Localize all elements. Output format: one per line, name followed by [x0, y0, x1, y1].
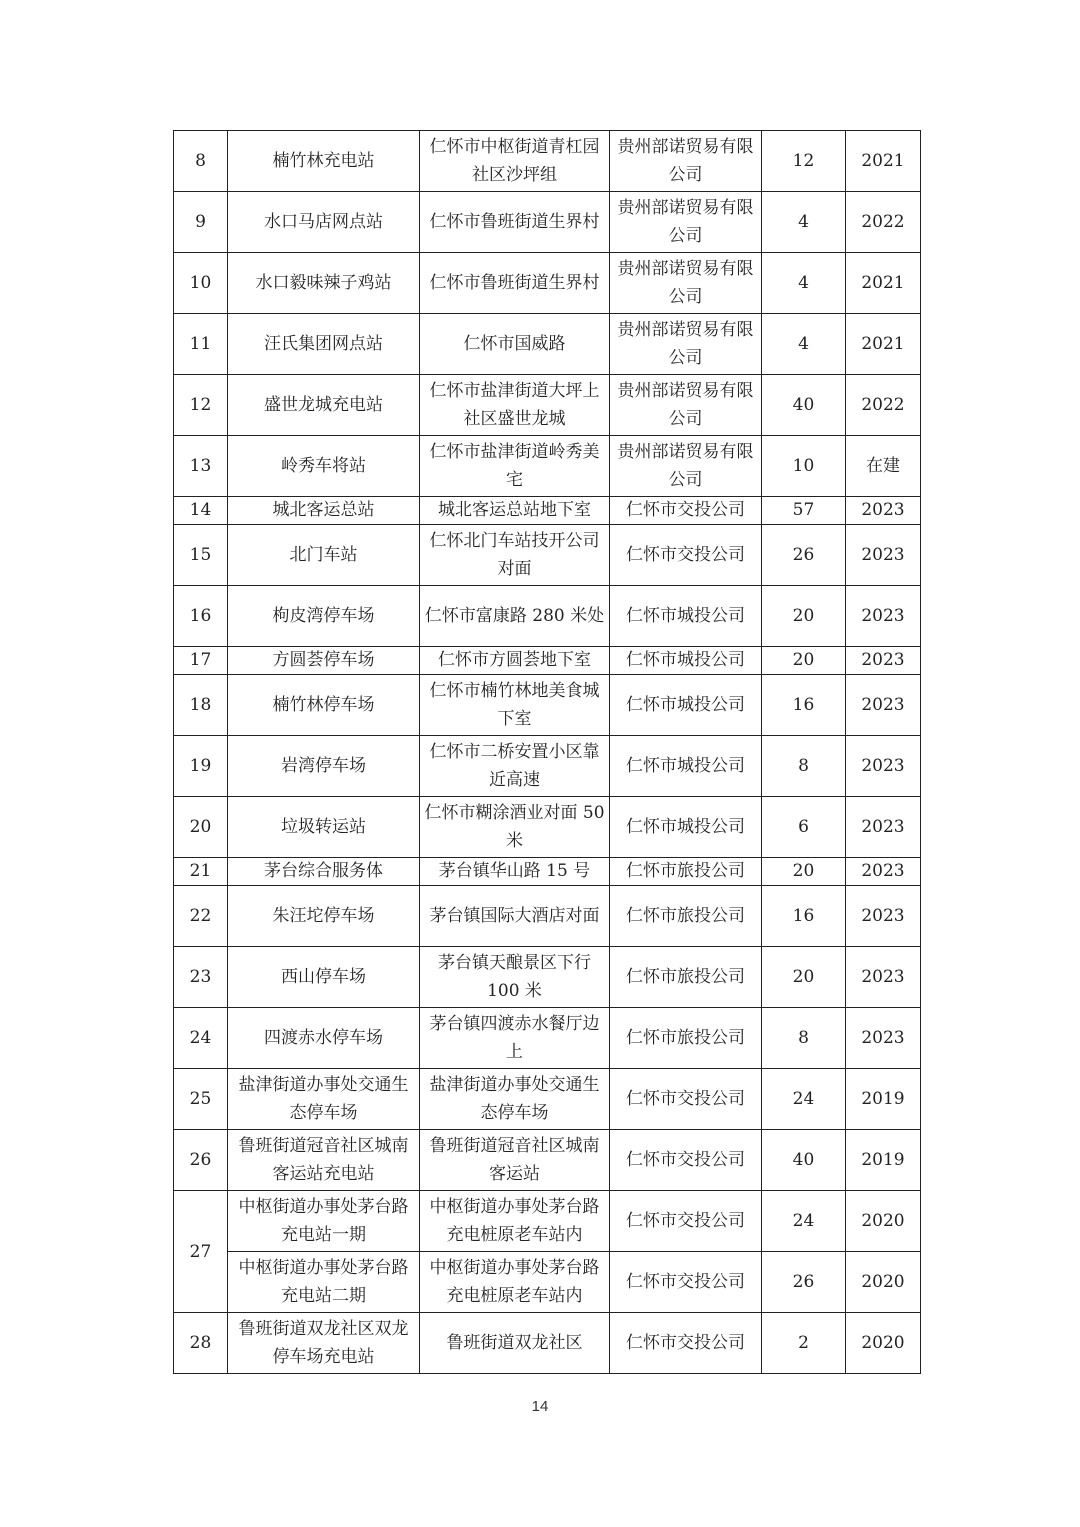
- table-row: [174, 647, 921, 675]
- station-name: 城北客运总站: [228, 497, 420, 525]
- build-year: 2023: [846, 947, 921, 1008]
- row-number: 9: [174, 192, 228, 253]
- row-number: 11: [174, 314, 228, 375]
- charger-count: 26: [762, 525, 846, 586]
- station-location: 盐津街道办事处交通生态停车场: [420, 1069, 610, 1130]
- table-row: [174, 436, 921, 497]
- station-location: 鲁班街道双龙社区: [420, 1313, 610, 1374]
- build-year: 2021: [846, 314, 921, 375]
- station-name: 楠竹林充电站: [228, 131, 420, 192]
- table-row: [174, 858, 921, 886]
- row-number: 25: [174, 1069, 228, 1130]
- charger-count: 16: [762, 675, 846, 736]
- station-location: 中枢街道办事处茅台路充电桩原老车站内: [420, 1252, 610, 1313]
- station-name: 垃圾转运站: [228, 797, 420, 858]
- table-row: [174, 675, 921, 736]
- station-location: 城北客运总站地下室: [420, 497, 610, 525]
- station-location: 仁怀北门车站技开公司对面: [420, 525, 610, 586]
- charger-count: 20: [762, 586, 846, 647]
- table-row: [174, 947, 921, 1008]
- build-year: 2023: [846, 497, 921, 525]
- station-name: 中枢街道办事处茅台路充电站一期: [228, 1191, 420, 1252]
- build-year: 2023: [846, 675, 921, 736]
- row-number: 19: [174, 736, 228, 797]
- charger-count: 8: [762, 1008, 846, 1069]
- charger-count: 24: [762, 1191, 846, 1252]
- charger-count: 4: [762, 253, 846, 314]
- row-number: 10: [174, 253, 228, 314]
- charger-count: 4: [762, 192, 846, 253]
- station-name: 四渡赤水停车场: [228, 1008, 420, 1069]
- build-year: 2023: [846, 736, 921, 797]
- charger-count: 2: [762, 1313, 846, 1374]
- station-name: 茅台综合服务体: [228, 858, 420, 886]
- charger-count: 6: [762, 797, 846, 858]
- charger-count: 20: [762, 947, 846, 1008]
- build-year: 2023: [846, 797, 921, 858]
- build-year: 在建: [846, 436, 921, 497]
- station-location: 茅台镇四渡赤水餐厅边上: [420, 1008, 610, 1069]
- station-location: 茅台镇华山路 15 号: [420, 858, 610, 886]
- row-number: 13: [174, 436, 228, 497]
- station-location: 仁怀市国威路: [420, 314, 610, 375]
- charger-count: 4: [762, 314, 846, 375]
- station-location: 茅台镇国际大酒店对面: [420, 886, 610, 947]
- table-row: [174, 253, 921, 314]
- row-number: 28: [174, 1313, 228, 1374]
- charger-count: 40: [762, 375, 846, 436]
- station-location: 仁怀市盐津街道大坪上社区盛世龙城: [420, 375, 610, 436]
- table-row: [174, 525, 921, 586]
- build-year: 2023: [846, 647, 921, 675]
- operator-company: 仁怀市交投公司: [610, 1130, 762, 1191]
- station-name: 枸皮湾停车场: [228, 586, 420, 647]
- station-location: 仁怀市中枢街道青杠园社区沙坪组: [420, 131, 610, 192]
- station-name: 岩湾停车场: [228, 736, 420, 797]
- operator-company: 仁怀市城投公司: [610, 797, 762, 858]
- row-number: 23: [174, 947, 228, 1008]
- station-name: 鲁班街道双龙社区双龙停车场充电站: [228, 1313, 420, 1374]
- operator-company: 仁怀市交投公司: [610, 525, 762, 586]
- station-location: 仁怀市盐津街道岭秀美宅: [420, 436, 610, 497]
- table-row: [174, 1191, 921, 1252]
- charger-count: 26: [762, 1252, 846, 1313]
- station-location: 中枢街道办事处茅台路充电桩原老车站内: [420, 1191, 610, 1252]
- operator-company: 仁怀市交投公司: [610, 1191, 762, 1252]
- operator-company: 仁怀市交投公司: [610, 497, 762, 525]
- charger-count: 20: [762, 647, 846, 675]
- station-name: 西山停车场: [228, 947, 420, 1008]
- row-number: 17: [174, 647, 228, 675]
- operator-company: 贵州部诺贸易有限公司: [610, 436, 762, 497]
- build-year: 2023: [846, 1008, 921, 1069]
- operator-company: 仁怀市旅投公司: [610, 858, 762, 886]
- station-name: 水口毅味辣子鸡站: [228, 253, 420, 314]
- operator-company: 仁怀市城投公司: [610, 586, 762, 647]
- station-name: 水口马店网点站: [228, 192, 420, 253]
- table-row: [174, 192, 921, 253]
- station-name: 岭秀车将站: [228, 436, 420, 497]
- table-row: [174, 1069, 921, 1130]
- operator-company: 仁怀市交投公司: [610, 1069, 762, 1130]
- charger-count: 8: [762, 736, 846, 797]
- row-number: 14: [174, 497, 228, 525]
- station-location: 仁怀市糊涂酒业对面 50 米: [420, 797, 610, 858]
- station-name: 朱汪坨停车场: [228, 886, 420, 947]
- row-number: 12: [174, 375, 228, 436]
- charger-count: 12: [762, 131, 846, 192]
- table-row: [174, 314, 921, 375]
- build-year: 2019: [846, 1069, 921, 1130]
- table-row: [174, 886, 921, 947]
- operator-company: 贵州部诺贸易有限公司: [610, 253, 762, 314]
- operator-company: 贵州部诺贸易有限公司: [610, 131, 762, 192]
- station-name: 北门车站: [228, 525, 420, 586]
- operator-company: 仁怀市旅投公司: [610, 886, 762, 947]
- station-location: 仁怀市鲁班街道生界村: [420, 253, 610, 314]
- station-name: 楠竹林停车场: [228, 675, 420, 736]
- build-year: 2023: [846, 586, 921, 647]
- build-year: 2021: [846, 253, 921, 314]
- build-year: 2020: [846, 1313, 921, 1374]
- page-number: 14: [531, 1398, 549, 1415]
- table-row: [174, 375, 921, 436]
- build-year: 2020: [846, 1191, 921, 1252]
- table-row: [174, 1008, 921, 1069]
- station-location: 仁怀市方圆荟地下室: [420, 647, 610, 675]
- station-location: 仁怀市富康路 280 米处: [420, 586, 610, 647]
- row-number: 8: [174, 131, 228, 192]
- operator-company: 仁怀市旅投公司: [610, 1008, 762, 1069]
- row-number: 16: [174, 586, 228, 647]
- station-location: 仁怀市鲁班街道生界村: [420, 192, 610, 253]
- build-year: 2022: [846, 375, 921, 436]
- build-year: 2019: [846, 1130, 921, 1191]
- build-year: 2022: [846, 192, 921, 253]
- build-year: 2021: [846, 131, 921, 192]
- row-number: 26: [174, 1130, 228, 1191]
- table-row: [174, 1252, 921, 1313]
- station-name: 盐津街道办事处交通生态停车场: [228, 1069, 420, 1130]
- row-number: 24: [174, 1008, 228, 1069]
- station-location: 仁怀市二桥安置小区靠近高速: [420, 736, 610, 797]
- row-number: 21: [174, 858, 228, 886]
- build-year: 2023: [846, 886, 921, 947]
- charging-station-table: [173, 130, 921, 1374]
- table-row: [174, 497, 921, 525]
- table-row: [174, 131, 921, 192]
- table-row: [174, 736, 921, 797]
- charger-count: 10: [762, 436, 846, 497]
- operator-company: 仁怀市城投公司: [610, 647, 762, 675]
- row-number: 18: [174, 675, 228, 736]
- operator-company: 仁怀市旅投公司: [610, 947, 762, 1008]
- charger-count: 40: [762, 1130, 846, 1191]
- station-name: 盛世龙城充电站: [228, 375, 420, 436]
- build-year: 2023: [846, 858, 921, 886]
- station-location: 鲁班街道冠音社区城南客运站: [420, 1130, 610, 1191]
- operator-company: 贵州部诺贸易有限公司: [610, 192, 762, 253]
- charger-count: 57: [762, 497, 846, 525]
- charger-count: 20: [762, 858, 846, 886]
- station-name: 汪氏集团网点站: [228, 314, 420, 375]
- charger-count: 16: [762, 886, 846, 947]
- row-number: 20: [174, 797, 228, 858]
- row-number: 22: [174, 886, 228, 947]
- station-location: 仁怀市楠竹林地美食城下室: [420, 675, 610, 736]
- station-name: 方圆荟停车场: [228, 647, 420, 675]
- table-row: [174, 797, 921, 858]
- station-location: 茅台镇天酿景区下行 100 米: [420, 947, 610, 1008]
- row-number: 27: [174, 1191, 228, 1313]
- operator-company: 贵州部诺贸易有限公司: [610, 375, 762, 436]
- build-year: 2020: [846, 1252, 921, 1313]
- operator-company: 仁怀市城投公司: [610, 736, 762, 797]
- operator-company: 仁怀市交投公司: [610, 1313, 762, 1374]
- operator-company: 贵州部诺贸易有限公司: [610, 314, 762, 375]
- table-row: [174, 1313, 921, 1374]
- build-year: 2023: [846, 525, 921, 586]
- table-row: [174, 1130, 921, 1191]
- operator-company: 仁怀市城投公司: [610, 675, 762, 736]
- row-number: 15: [174, 525, 228, 586]
- charger-count: 24: [762, 1069, 846, 1130]
- operator-company: 仁怀市交投公司: [610, 1252, 762, 1313]
- table-row: [174, 586, 921, 647]
- station-name: 鲁班街道冠音社区城南客运站充电站: [228, 1130, 420, 1191]
- station-name: 中枢街道办事处茅台路充电站二期: [228, 1252, 420, 1313]
